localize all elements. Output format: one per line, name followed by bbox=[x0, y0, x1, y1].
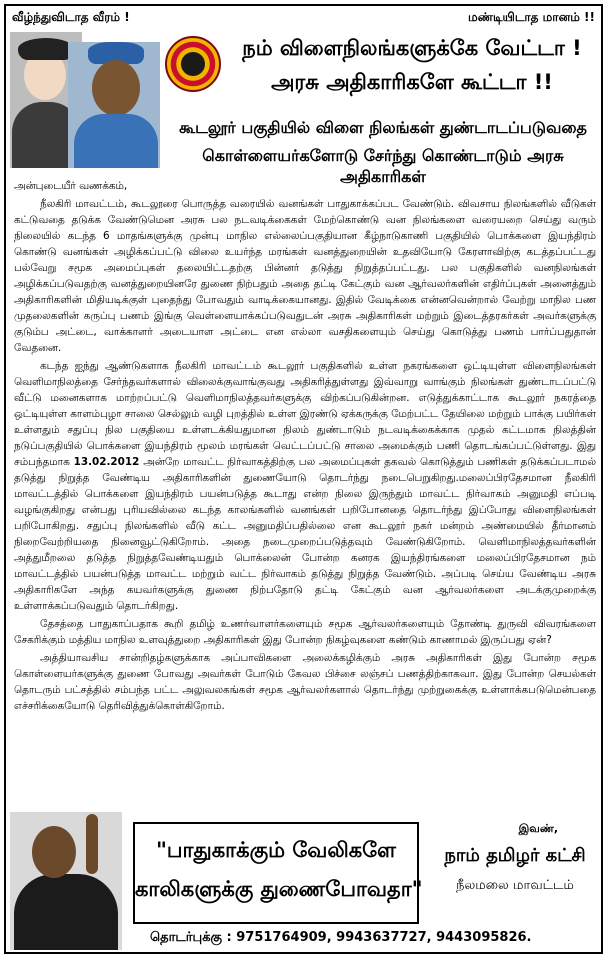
signature-org: நாம் தமிழர் கட்சி bbox=[444, 845, 586, 866]
paragraph-4: அத்தியாவசிய சான்றிதழ்களுக்காக அப்பாவிகளை அலைக்கழிக்கும் அரசு அதிகாரிகள் இது போன்ற சமூக கொள்ளையர்களுக்கு துணை போவது அவர்கள் போடும் கேவல பிச்சை லஞ்சப் பணத்திற்காகவா. இது போன்ற செயல்கள் தொடரும் பட்சத்தில் சம்பந்த பட்ட அலுவலகங்கள் சமூக ஆர்வலர்களால் தொடர்ந்து முற்றுகைக்கு உள்ளாக்கபடுமென்பதை எச்சரிக்கையோடு தெரிவித்துக்கொள்கிறோம். bbox=[14, 652, 596, 712]
contact-phones: 9751764909, 9943637727, 9443095826. bbox=[236, 930, 532, 945]
quote-line2: காலிகளுக்கு துணைபோவதா" bbox=[135, 877, 423, 901]
paragraph-1: நீலகிரி மாவட்டம், கூடலூரை பொருத்த வரையில் வனங்கள் பாதுகாக்கப்பட வேண்டும். விவசாய நிலங்களில் வீடுகள் கட்டுவதை தடுக்க வேண்டுமென அரசு பல நடவடிக்கைகள் மேற்கொண்டு வன நிலங்களை வரையறை செய்து வரும் நிலையில் கடந்த 6 மாதங்களுக்கு முன்பு மாநில எல்லைப்பகுதியான கீழ்நாடுகாணி பகுதியில் பொக்களை இயந்திரம் கொண்டு வனங்கள் அழிக்கப்பட்டு விலை உயர்ந்த மரங்கள் வனத்துறையின் உதவியோடு கேரளாவிற்கு கடத்தப்பட்டது பல்வேறு சமூக அமைப்புகள் தலையிட்டதற்கு பின்னர் தடுத்து நிறுத்தப்பட்டது. பல பகுதிகளில் வனநிலங்கள் அழிக்கப்படுவதற்கு வனத்துறையினரே துணை நிற்பதும் அதை தட்டி கேட்கும் வன ஆர்வலர்களின் எதிர்ப்புகள் அனைத்தும் அதிகாரிகளின் மிதியடிக்குள் புதைந்து போவதும் வாடிக்கையானது. இதில் வேடிக்கை என்னவென்றால் வேற்று மாநில பண முதலைகளின் கருப்பு பணம் இங்கு வெள்ளையாக்கப்படுவதுடன் அரசு அதிகாரிகள் மற்றும் இடைத்தரகர்கள் அவர்களுக்கு குடும்ப அட்டை, வாக்காளர் அடையாள அட்டை என எல்லா வசதிகளையும் செய்து கொடுத்து பணம் பார்ப்பதுதான் வேதனை. bbox=[14, 198, 596, 354]
speaker-photo bbox=[10, 812, 122, 950]
contact-line bbox=[150, 930, 600, 946]
headline-line2: அரசு அதிகாரிகளே கூட்டா !! bbox=[271, 70, 553, 94]
leader-portraits bbox=[10, 32, 160, 172]
article-body bbox=[14, 178, 596, 714]
paragraph-3: தேசத்தை பாதுகாப்பதாக கூறி தமிழ் உணர்வாளர்களையும் சமூக ஆர்வலர்களையும் தோண்டி துருவி விவரங்களை சேகரிக்கும் மத்திய மாநில உளவுத்துறை அதிகாரிகள் இது போன்ற நிகழ்வுகளை கண்டும் காணாமல் இருப்பது ஏன்? bbox=[14, 618, 596, 646]
signature-block bbox=[430, 822, 600, 894]
greeting: அன்புடையீர் வணக்கம், bbox=[14, 180, 128, 192]
contact-label: தொடர்புக்கு : bbox=[150, 930, 232, 945]
quote-line1: "பாதுகாக்கும் வேலிகளே bbox=[155, 838, 397, 862]
headline-line1: நம் விளைநிலங்களுக்கே வேட்டா ! bbox=[242, 36, 582, 60]
paragraph-2-part1: கடந்த ஐந்து ஆண்டுகளாக நீலகிரி மாவட்டம் கூடலூர் பகுதிகளில் உள்ள நகரங்களை ஒட்டியுள்ள விளைநிலங்கள் வெளிமாநிலத்தை சேர்ந்தவர்களால் விலைக்குவாங்குவது அதிகரித்துள்ளது இவ்வாறு வாங்கும் நிலங்கள் துண்டாடப்பட்டு வீட்டு மனைகளாக மாற்றப்பட்டு வெளிமாநிலத்தவர்களுக்கு விற்கப்படுகின்றன. எடுத்துக்காட்டாக கூடலூர் நகரத்தை ஒட்டியுள்ள காளம்புழா சாலை செல்லும் வழி புறத்தில் உள்ள இரண்டு ஏக்கருக்கு மேற்பட்ட தேயிலை மற்றும் பாக்கு பயிர்கள் உள்ளதும் சதுப்பு நில பகுதியை உள்ளடக்கியதுமான நிலம் துண்டாடும் நடவடிக்கைக்காக முதல் கட்டமாக நிலத்தின் நடுப்பகுதியில் பொக்களை இயந்திரம் மூலம் மரங்கள் வெட்டப்பட்டு சாலை அமைக்கும் பணி தொடங்கப்பட்டுள்ளது. இது சம்பந்தமாக bbox=[14, 360, 596, 468]
quote-box bbox=[133, 822, 423, 924]
paragraph-2 bbox=[14, 358, 596, 614]
signature-from: இவண், bbox=[518, 822, 558, 835]
slogan-left: வீழ்ந்துவிடாத வீரம் ! bbox=[12, 10, 130, 24]
subheadline-line2: கொள்ளையர்களோடு சேர்ந்து கொண்டாடும் அரசு அதிகாரிகள் bbox=[202, 146, 564, 186]
subheadline-line1: கூடலூர் பகுதியில் விளை நிலங்கள் துண்டாடப்படுவதை bbox=[179, 118, 587, 137]
paragraph-2-part2: அன்றே மாவட்ட நிர்வாகத்திற்கு பல அமைப்புகள் தகவல் கொடுத்தும் பணிகள் தடுக்கப்படாமல் தடுத்து நிறுத்த வேண்டிய அதிகாரிகளின் துணையோடு தொடர்ந்து நடைபெறுகிறது.மலைப்பிரதேசமான நீலகிரி மாவட்டத்தில் பொக்களை இயந்திரம் பயன்படுத்த கூடாது என்ற நிலை இருந்தும் மாவட்ட நிர்வாகம் அனுமதி எப்படி வழங்குகிறது என்பது புரியவில்லை கடந்த காலங்களில் வனங்கள் பறிபோனதை தொடர்ந்து இப்போது விளைநிலங்கள் பறிபோகிறது. சதுப்பு நிலங்களில் வீடு கட்ட அனுமதிப்பதில்லை என கூடலூர் நகர் மன்றம் அண்மையில் தீர்மானம் நிறைவேற்றியதை நினைவூட்டுகிறோம். அதை நடைமுறைப்படுத்தவும் வேண்டுகிறோம். வெளிமாநிலத்தவர்களின் அத்துமீறலை தடுத்த நிறுத்தவேண்டியதும் பொக்லைன் போன்ற கனரக இயந்திரங்களை மலைப்பிரதேசமான நம் மாவட்டத்தில் பயன்படுத்த மாவட்ட மற்றும் வட்ட நிர்வாகம் தடுத்து நிறுத்த வேண்டும். அப்படி செய்ய வேண்டிய அரசு அதிகாரிகளே அந்த கயவர்களுக்கு துணை நிற்பதோடு தட்டி கேட்கும் வன ஆர்வலர்களை அடக்குமுறைக்கு உள்ளாக்கப்படுவதும் தொடர்கிறது. bbox=[14, 456, 597, 612]
slogan-right: மண்டியிடாத மானம் !! bbox=[468, 10, 595, 24]
tiger-emblem-logo bbox=[165, 36, 221, 92]
paragraph-2-date: 13.02.2012 bbox=[73, 456, 140, 468]
portrait-right bbox=[68, 42, 160, 168]
signature-district: நீலமலை மாவட்டம் bbox=[456, 878, 574, 893]
